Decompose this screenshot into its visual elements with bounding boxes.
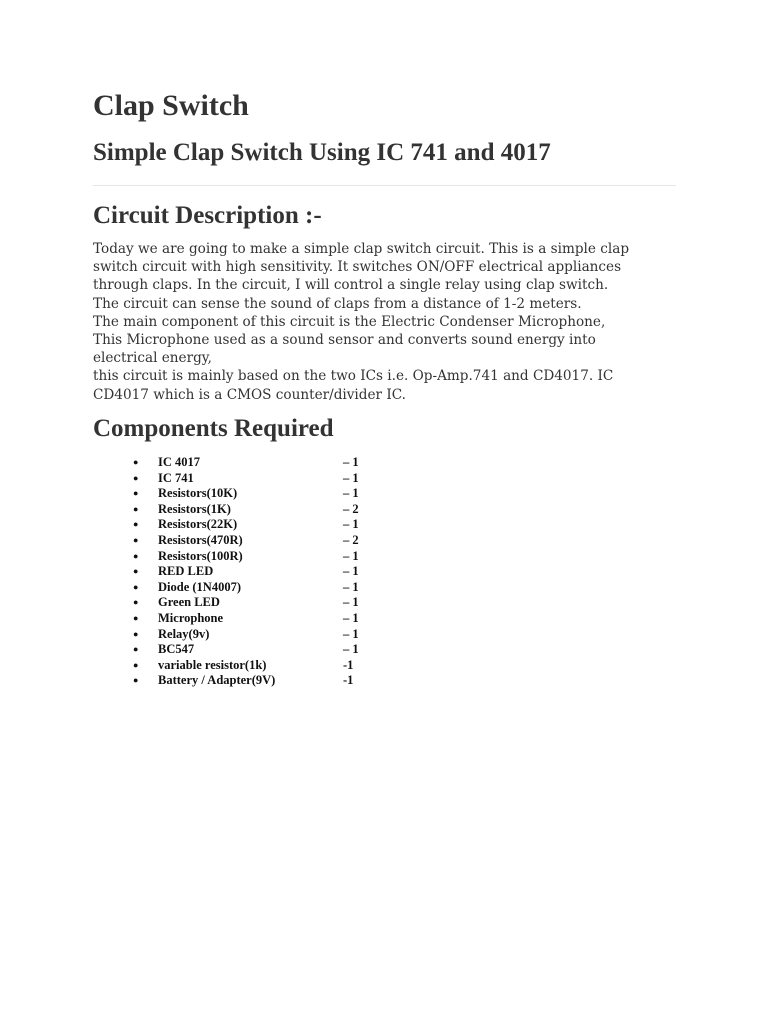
bullet-icon: ● bbox=[133, 644, 139, 655]
component-qty: – 1 bbox=[343, 610, 359, 625]
component-name: RED LED bbox=[158, 564, 214, 579]
component-name: Resistors(22K) bbox=[158, 517, 238, 532]
component-qty: – 1 bbox=[343, 548, 359, 563]
description-line: The circuit can sense the sound of claps from a distance of 1-2 meters. bbox=[93, 295, 582, 312]
page-subtitle: Simple Clap Switch Using IC 741 and 4017 bbox=[93, 139, 551, 166]
bullet-icon: ● bbox=[133, 597, 139, 608]
divider bbox=[93, 185, 676, 186]
description-line: Today we are going to make a simple clap switch circuit. This is a simple clap bbox=[93, 241, 630, 257]
bullet-icon: ● bbox=[133, 550, 139, 561]
bullet-icon: ● bbox=[133, 472, 139, 483]
component-name: Resistors(10K) bbox=[158, 486, 238, 501]
component-qty: – 1 bbox=[343, 517, 359, 532]
bullet-icon: ● bbox=[133, 566, 139, 577]
bullet-icon: ● bbox=[133, 457, 139, 467]
description-line: This Microphone used as a sound sensor and converts sound energy into bbox=[93, 332, 596, 349]
bullet-icon: ● bbox=[133, 628, 139, 639]
component-name: BC547 bbox=[158, 642, 195, 657]
component-name: Resistors(100R) bbox=[158, 548, 243, 563]
bullet-icon: ● bbox=[133, 675, 139, 686]
page-title: Clap Switch bbox=[93, 89, 249, 122]
component-qty: – 1 bbox=[343, 642, 359, 657]
bullet-icon: ● bbox=[133, 503, 139, 514]
description-line: this circuit is mainly based on the two ICs i.e. Op-Amp.741 and CD4017. IC bbox=[93, 368, 614, 385]
component-name: Microphone bbox=[158, 610, 224, 625]
bullet-icon: ● bbox=[133, 519, 139, 530]
component-name: Battery / Adapter(9V) bbox=[158, 673, 276, 688]
component-qty: – 2 bbox=[343, 501, 359, 516]
circuit-description-text bbox=[93, 240, 683, 404]
description-line: The main component of this circuit is the Electric Condenser Microphone, bbox=[93, 313, 606, 330]
component-qty: -1 bbox=[343, 657, 354, 672]
component-qty: – 1 bbox=[343, 455, 359, 469]
description-line: through claps. In the circuit, I will control a single relay using clap switch. bbox=[93, 277, 609, 294]
component-name: IC 741 bbox=[158, 470, 194, 485]
component-qty: – 1 bbox=[343, 595, 359, 610]
bullet-icon: ● bbox=[133, 612, 139, 623]
component-name: variable resistor(1k) bbox=[158, 657, 267, 672]
component-name: IC 4017 bbox=[158, 455, 201, 469]
circuit-description-heading: Circuit Description :- bbox=[93, 202, 322, 229]
component-name: Diode (1N4007) bbox=[158, 579, 241, 594]
bullet-icon: ● bbox=[133, 659, 139, 670]
bullet-icon: ● bbox=[133, 488, 139, 499]
description-line: CD4017 which is a CMOS counter/divider IC. bbox=[93, 386, 406, 403]
component-qty: – 1 bbox=[343, 579, 359, 594]
component-qty: – 1 bbox=[343, 470, 359, 485]
component-name: Relay(9v) bbox=[158, 626, 210, 641]
component-qty: -1 bbox=[343, 673, 354, 688]
bullet-icon: ● bbox=[133, 581, 139, 592]
component-qty: – 1 bbox=[343, 564, 359, 579]
description-line: switch circuit with high sensitivity. It switches ON/OFF electrical appliances bbox=[93, 259, 622, 276]
description-line: electrical energy, bbox=[93, 350, 212, 367]
component-qty: – 1 bbox=[343, 626, 359, 641]
components-required-heading: Components Required bbox=[93, 415, 334, 442]
component-name: Resistors(1K) bbox=[158, 501, 231, 516]
component-qty: – 1 bbox=[343, 486, 359, 501]
component-name: Resistors(470R) bbox=[158, 532, 243, 547]
component-name: Green LED bbox=[158, 595, 220, 610]
bullet-icon: ● bbox=[133, 534, 139, 545]
component-qty: – 2 bbox=[343, 532, 359, 547]
